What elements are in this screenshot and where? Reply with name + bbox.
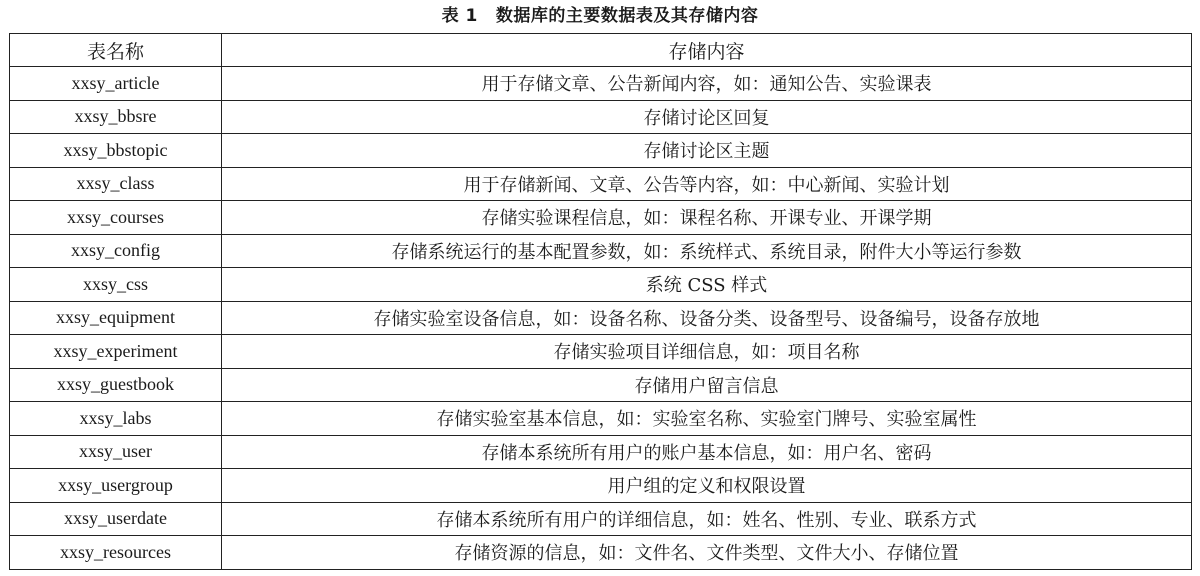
table-row xyxy=(10,368,1192,402)
table-row xyxy=(10,201,1192,235)
table-title: 数据库的主要数据表及其存储内容 xyxy=(495,6,759,26)
table-name-cell: xxsy_equipment xyxy=(10,301,222,335)
table-name-cell: xxsy_guestbook xyxy=(10,368,222,402)
table-content-cell: 存储实验室设备信息，如：设备名称、设备分类、设备型号、设备编号，设备存放地 xyxy=(222,301,1192,335)
table-content-cell: 存储用户留言信息 xyxy=(222,368,1192,402)
table-content-cell: 用户组的定义和权限设置 xyxy=(222,469,1192,503)
table-name-cell: xxsy_courses xyxy=(10,201,222,235)
table-name-cell: xxsy_config xyxy=(10,234,222,268)
table-name-cell: xxsy_css xyxy=(10,268,222,302)
table-content-cell: 系统 CSS 样式 xyxy=(222,268,1192,302)
table-content-cell: 存储讨论区回复 xyxy=(222,100,1192,134)
table-row xyxy=(10,402,1192,436)
table-name-cell: xxsy_usergroup xyxy=(10,469,222,503)
table-name-cell: xxsy_user xyxy=(10,435,222,469)
table-caption xyxy=(0,6,1200,26)
table-content-cell: 存储本系统所有用户的详细信息，如：姓名、性别、专业、联系方式 xyxy=(222,502,1192,536)
table-name-cell: xxsy_labs xyxy=(10,402,222,436)
table-content-cell: 存储实验课程信息，如：课程名称、开课专业、开课学期 xyxy=(222,201,1192,235)
table-name-cell: xxsy_class xyxy=(10,167,222,201)
table-row xyxy=(10,469,1192,503)
table-row xyxy=(10,67,1192,101)
table-row xyxy=(10,268,1192,302)
table-row xyxy=(10,536,1192,570)
table-content-cell: 存储资源的信息，如：文件名、文件类型、文件大小、存储位置 xyxy=(222,536,1192,570)
table-number: 表 1 xyxy=(441,6,478,26)
column-header-content: 存储内容 xyxy=(222,34,1192,67)
table-content-cell: 存储实验项目详细信息，如：项目名称 xyxy=(222,335,1192,369)
table-row xyxy=(10,335,1192,369)
table-row xyxy=(10,502,1192,536)
table-row xyxy=(10,234,1192,268)
table-row xyxy=(10,301,1192,335)
column-header-name: 表名称 xyxy=(10,34,222,67)
table-row xyxy=(10,435,1192,469)
table-name-cell: xxsy_resources xyxy=(10,536,222,570)
table-name-cell: xxsy_article xyxy=(10,67,222,101)
table-content-cell: 用于存储新闻、文章、公告等内容，如：中心新闻、实验计划 xyxy=(222,167,1192,201)
table-row xyxy=(10,100,1192,134)
table-row xyxy=(10,134,1192,168)
table-content-cell: 存储实验室基本信息，如：实验室名称、实验室门牌号、实验室属性 xyxy=(222,402,1192,436)
table-name-cell: xxsy_experiment xyxy=(10,335,222,369)
table-content-cell: 存储讨论区主题 xyxy=(222,134,1192,168)
table-header-row xyxy=(10,34,1192,67)
table-content-cell: 用于存储文章、公告新闻内容，如：通知公告、实验课表 xyxy=(222,67,1192,101)
table-name-cell: xxsy_userdate xyxy=(10,502,222,536)
table-content-cell: 存储系统运行的基本配置参数，如：系统样式、系统目录，附件大小等运行参数 xyxy=(222,234,1192,268)
table-row xyxy=(10,167,1192,201)
table-name-cell: xxsy_bbstopic xyxy=(10,134,222,168)
table-content-cell: 存储本系统所有用户的账户基本信息，如：用户名、密码 xyxy=(222,435,1192,469)
table-name-cell: xxsy_bbsre xyxy=(10,100,222,134)
data-table xyxy=(9,33,1192,570)
